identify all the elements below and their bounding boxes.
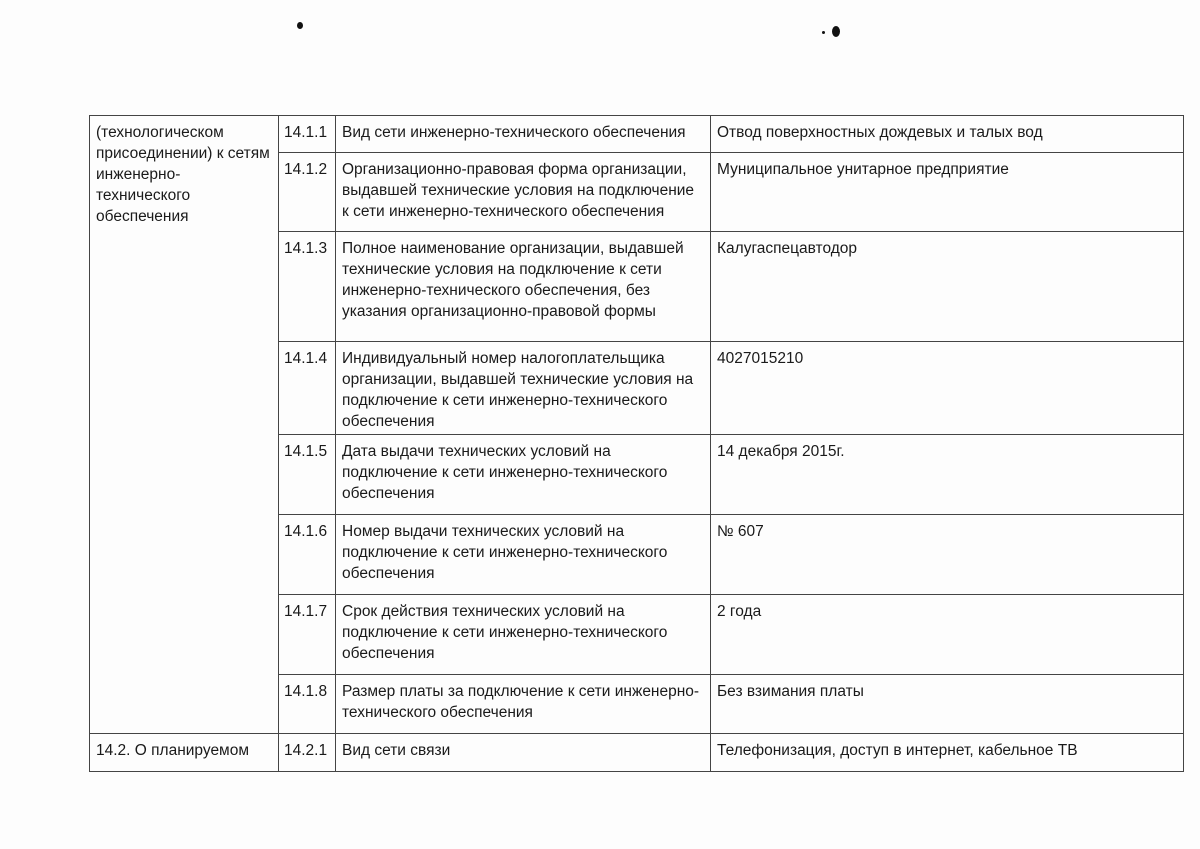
table-row (90, 734, 1184, 772)
section-14-1-label: (технологическом присоединении) к сетям инженерно-технического обеспечения (90, 116, 279, 734)
row-value: № 607 (711, 515, 1184, 595)
row-label: Срок действия технических условий на подключение к сети инженерно-технического обеспечения (336, 595, 711, 675)
row-label: Организационно-правовая форма организации, выдавшей технические условия на подключение к сети инженерно-технического обеспечения (336, 153, 711, 232)
row-label: Дата выдачи технических условий на подключение к сети инженерно-технического обеспечения (336, 435, 711, 515)
row-label: Полное наименование организации, выдавшей технические условия на подключение к сети инженерно-технического обеспечения, без указания организационно-правовой формы (336, 232, 711, 342)
row-number: 14.1.4 (279, 342, 336, 435)
row-value: 14 декабря 2015г. (711, 435, 1184, 515)
row-label: Размер платы за подключение к сети инженерно-технического обеспечения (336, 675, 711, 734)
row-value: Муниципальное унитарное предприятие (711, 153, 1184, 232)
row-value: Отвод поверхностных дождевых и талых вод (711, 116, 1184, 153)
row-number: 14.1.8 (279, 675, 336, 734)
scan-speck (832, 26, 840, 37)
row-label: Номер выдачи технических условий на подключение к сети инженерно-технического обеспечения (336, 515, 711, 595)
row-value: Калугаспецавтодор (711, 232, 1184, 342)
row-value: Без взимания платы (711, 675, 1184, 734)
row-number: 14.2.1 (279, 734, 336, 772)
info-table (89, 115, 1184, 772)
row-number: 14.1.1 (279, 116, 336, 153)
row-number: 14.1.3 (279, 232, 336, 342)
row-label: Вид сети связи (336, 734, 711, 772)
row-label: Индивидуальный номер налогоплательщика организации, выдавшей технические условия на подключение к сети инженерно-технического обеспечения (336, 342, 711, 435)
scan-speck (822, 31, 825, 34)
row-value: 4027015210 (711, 342, 1184, 435)
row-number: 14.1.5 (279, 435, 336, 515)
row-number: 14.1.6 (279, 515, 336, 595)
scan-speck (297, 22, 303, 29)
row-value: 2 года (711, 595, 1184, 675)
row-value: Телефонизация, доступ в интернет, кабельное ТВ (711, 734, 1184, 772)
row-label: Вид сети инженерно-технического обеспечения (336, 116, 711, 153)
row-number: 14.1.7 (279, 595, 336, 675)
row-number: 14.1.2 (279, 153, 336, 232)
section-14-2-label: 14.2. О планируемом (90, 734, 279, 772)
table-row (90, 116, 1184, 153)
